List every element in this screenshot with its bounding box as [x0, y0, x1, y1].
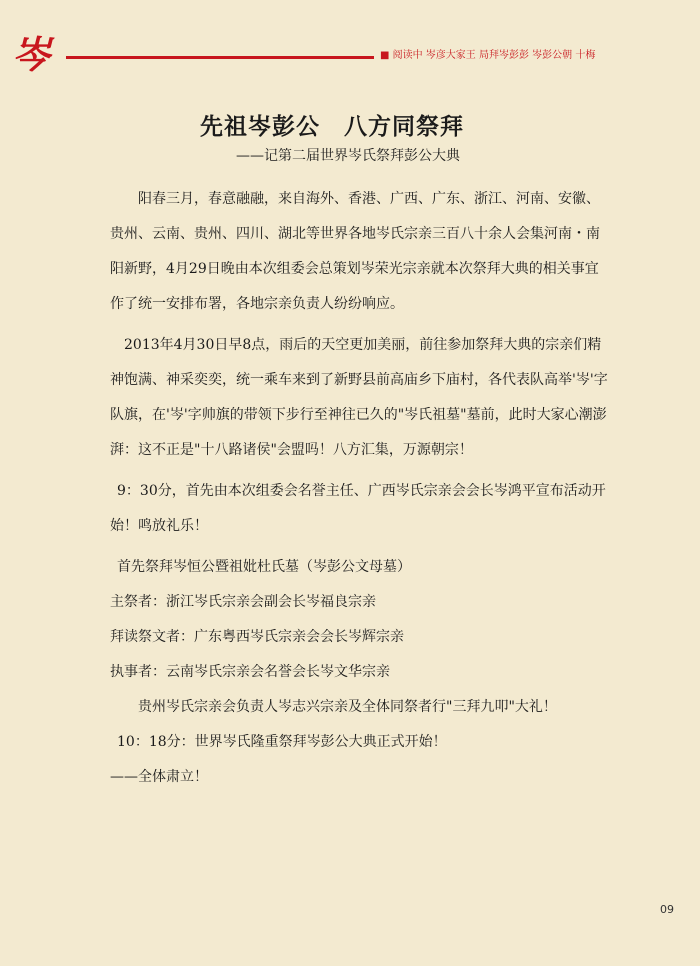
paragraph: 2013年4月30日早8点，雨后的天空更加美丽，前往参加祭拜大典的宗亲们精神饱满、神采奕奕，统一乘车来到了新野县前高庙乡下庙村，各代表队高举'岑'字队旗，在'岑'字帅旗的带领下步行至神往已久的"岑氏祖墓"墓前，此时大家心潮澎湃：这不正是"十八路诸侯"会盟吗！八方汇集，万源朝宗！ — [110, 337, 608, 458]
article-title: 先祖岑彭公 八方同祭拜 — [200, 114, 464, 140]
page-number: 09 — [660, 903, 674, 916]
running-header: ■ 阅读中 岑彦大家王 局拜岑彭彭 岑彭公朝 十梅 — [374, 49, 698, 63]
article-subtitle: ——记第二届世界岑氏祭拜彭公大典 — [236, 148, 460, 164]
paragraph: 阳春三月，春意融融，来自海外、香港、广西、广东、浙江、河南、安徽、贵州、云南、贵州、四川、湖北等世界各地岑氏宗亲三百八十余人会集河南・南阳新野，4月29日晚由本次组委会总策划岑荣光宗亲就本次祭拜大典的相关事宜作了统一安排布署，各地宗亲负责人纷纷响应。 — [110, 191, 600, 312]
paragraph: 执事者：云南岑氏宗亲会名誉会长岑文华宗亲 — [110, 664, 390, 680]
paragraph: 拜读祭文者：广东粤西岑氏宗亲会会长岑辉宗亲 — [110, 629, 404, 645]
paragraph: 首先祭拜岑恒公暨祖妣杜氏墓（岑彭公文母墓） — [117, 559, 411, 575]
paragraph: 9：30分，首先由本次组委会名誉主任、广西岑氏宗亲会会长岑鸿平宣布活动开始！鸣放礼乐！ — [110, 483, 606, 534]
paragraph: 主祭者：浙江岑氏宗亲会副会长岑福良宗亲 — [110, 594, 376, 610]
article-body — [110, 182, 610, 795]
cen-logo: 岑 — [12, 32, 51, 77]
paragraph: 贵州岑氏宗亲会负责人岑志兴宗亲及全体同祭者行"三拜九叩"大礼！ — [138, 699, 557, 715]
paragraph: ——全体肃立！ — [110, 769, 208, 785]
paragraph: 10：18分：世界岑氏隆重祭拜岑彭公大典正式开始！ — [117, 734, 447, 750]
